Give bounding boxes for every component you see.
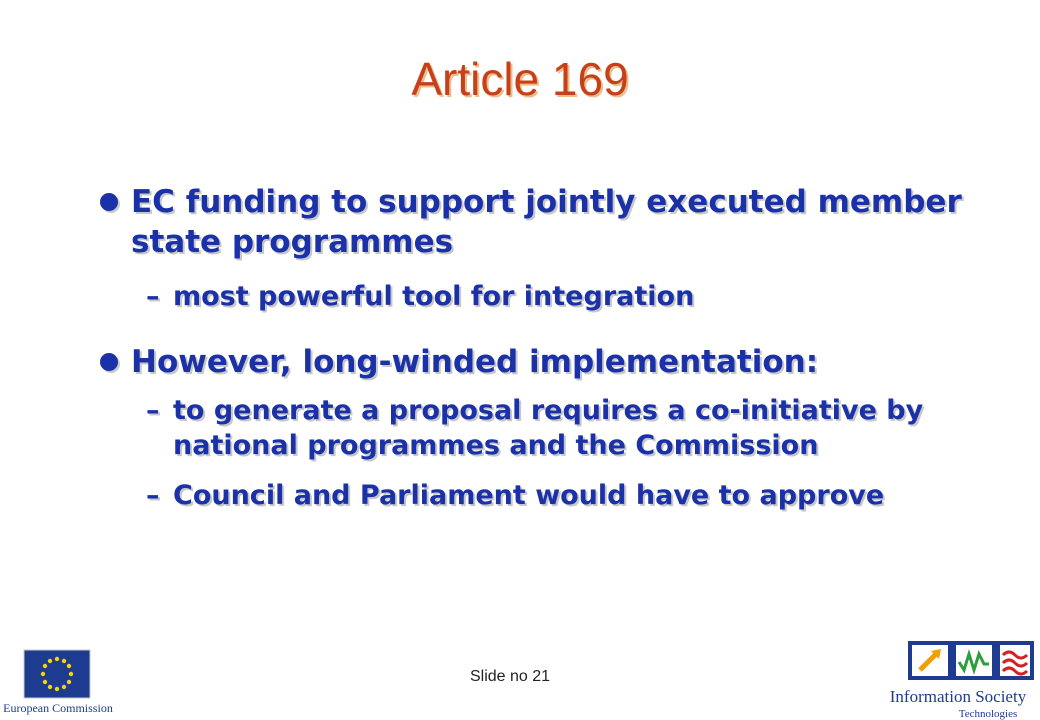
sub-bullet-item <box>146 393 986 463</box>
ec-logo-label: European Commission <box>3 701 113 715</box>
slide-number: Slide no 21 <box>470 668 551 685</box>
sub-bullet-text: most powerful tool for integration <box>173 281 695 312</box>
ist-logo-sublabel: Technologies <box>958 708 1018 720</box>
bullet-text: However, long-winded implementation: <box>131 344 819 380</box>
ist-logo-label: Information Society <box>889 687 1027 706</box>
sub-bullet-text: to generate a proposal requires a co-initiative by national programmes and the Commission <box>173 395 924 461</box>
bullet-icon <box>100 193 118 211</box>
ist-logo <box>875 640 1035 720</box>
bullet-text: EC funding to support jointly executed member state programmes <box>131 184 962 260</box>
bullet-item <box>100 182 980 262</box>
sub-bullet-text: Council and Parliament would have to approve <box>173 480 885 511</box>
dash-icon: – <box>146 395 160 426</box>
european-commission-logo <box>2 646 117 716</box>
dash-icon: – <box>146 281 160 312</box>
bullet-item <box>100 342 980 382</box>
dash-icon: – <box>146 480 160 511</box>
bullet-icon <box>100 353 118 371</box>
slide-title: Article 169 <box>411 53 629 105</box>
